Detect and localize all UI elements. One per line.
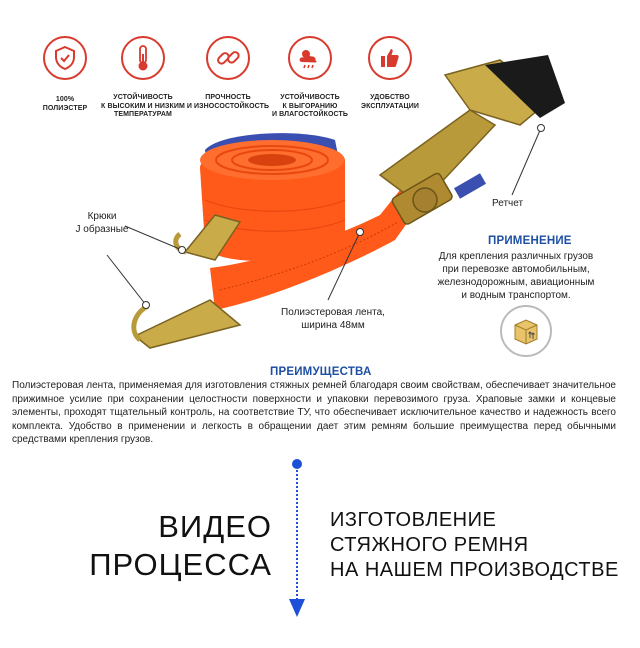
ratchet-mechanism	[380, 55, 565, 225]
feature-label-line: 100%	[55, 96, 75, 103]
arrow-down-icon	[287, 597, 307, 619]
feature-label-line: И ВЛАГОСТОЙКОСТЬ	[271, 111, 349, 118]
video-left-heading	[60, 508, 272, 584]
ratchet-callout: Ретчет	[492, 198, 524, 209]
feature-label-line: ЭКСПЛУАТАЦИИ	[361, 102, 419, 110]
applications-line: Для крепления различных грузов	[438, 251, 594, 262]
ratchet-leader-line	[512, 128, 541, 195]
feature-label-line: УСТОЙЧИВОСТЬ	[280, 94, 340, 101]
feature-label-line: ПРОЧНОСТЬ	[205, 94, 251, 101]
feature-label-line: И ИЗНОСОСТОЙКОСТЬ	[186, 102, 270, 110]
video-right-line: НА НАШЕМ ПРОИЗВОДСТВЕ	[330, 559, 619, 581]
timeline-line	[296, 470, 298, 600]
applications-line: железнодорожным, авиационным	[437, 277, 595, 288]
timeline-dot	[292, 459, 302, 469]
hooks-callout-line: Крюки	[87, 211, 117, 222]
feature-label-line: К ВЫСОКИМ И НИЗКИМ	[101, 102, 185, 110]
advantages-title: ПРЕИМУЩЕСТВА	[270, 366, 372, 378]
feature-label-line: ПОЛИЭСТЕР	[42, 104, 88, 112]
cargo-box-icon	[500, 305, 552, 357]
video-right-line: ИЗГОТОВЛЕНИЕ	[330, 509, 497, 531]
feature-label-line: УСТОЙЧИВОСТЬ	[113, 94, 173, 101]
feature-label-line: УДОБСТВО	[370, 94, 410, 101]
feature-label-line: К ВЫГОРАНИЮ	[282, 102, 338, 110]
tape-callout-line: Полиэстеровая лента,	[281, 307, 385, 318]
video-right-line: СТЯЖНОГО РЕМНЯ	[330, 534, 529, 556]
hooks-leader-line-2	[107, 255, 146, 305]
video-left-line: ПРОЦЕССА	[89, 547, 272, 582]
hooks-callout	[62, 210, 142, 236]
applications-line: при перевозке автомобильным,	[442, 264, 590, 275]
hooks-callout-line: J образные	[75, 224, 129, 235]
feature-label-line: ТЕМПЕРАТУРАМ	[113, 111, 172, 118]
applications-title: ПРИМЕНЕНИЕ	[488, 235, 572, 247]
tape-callout-line: ширина 48мм	[301, 320, 365, 331]
video-left-line: ВИДЕО	[158, 509, 272, 544]
tape-callout	[268, 306, 398, 332]
video-right-heading	[330, 508, 630, 583]
advantages-text: Полиэстеровая лента, применяемая для изготовления стяжных ремней благодаря своим свойствам, обеспечивает значительное прижимное усилие при сохранении целостности поверхности и упаковки перевозимого груза. Храповые замки и концевые элементы, проходят тщательный контроль, на соответствие ТУ, что обеспечивает исключительное качество и надежность всего комплекта. Удобство в применении и легкость в обращении дает этим ремням большие преимущества перед обычными средствами крепления грузов.	[12, 380, 616, 445]
applications-text	[416, 250, 616, 302]
applications-line: и водным транспортом.	[461, 290, 571, 301]
